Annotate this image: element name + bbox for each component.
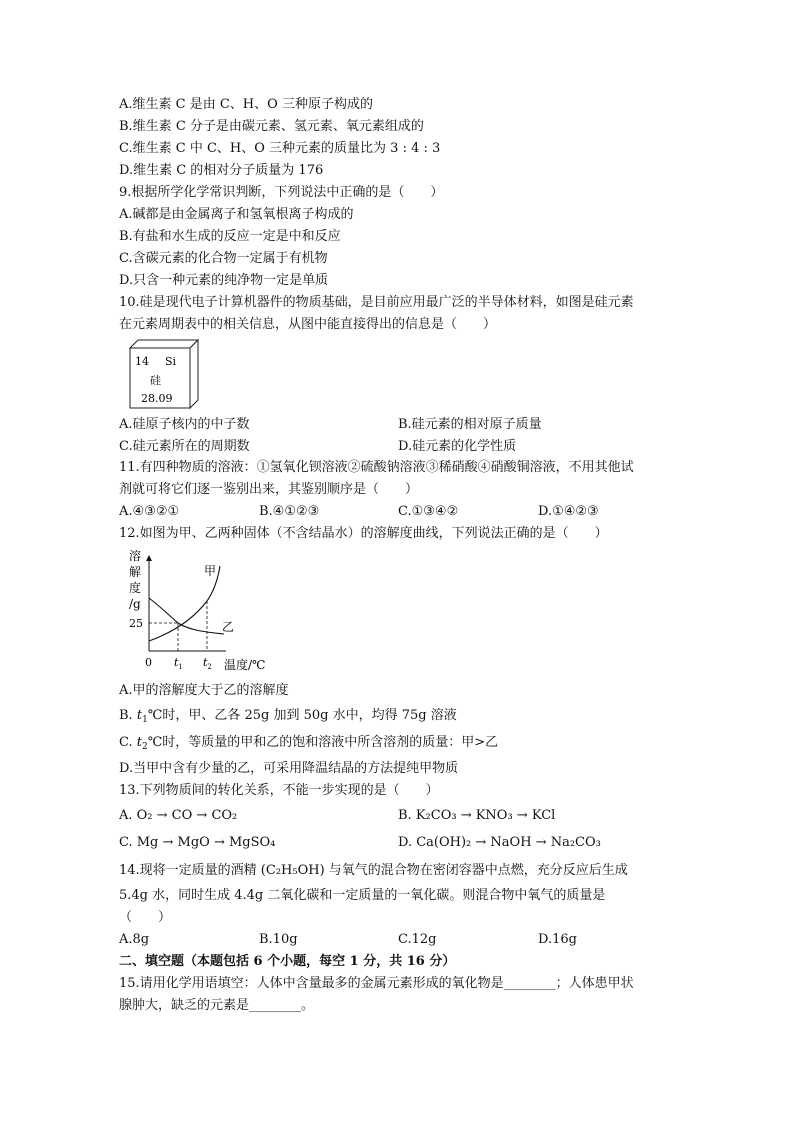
q13-stem: 13.下列物质间的转化关系，不能一步实现的是（ ） xyxy=(119,783,439,798)
q8-option-c: C.维生素 C 中 C、H、O 三种元素的质量比为 3 : 4 : 3 xyxy=(119,141,441,156)
q13-option-a: A. O₂ → CO → CO₂ xyxy=(119,808,238,823)
origin-label: 0 xyxy=(145,656,152,669)
y-axis-label-3: 度 xyxy=(129,581,142,595)
q14-stem-line1: 14.现将一定质量的酒精 (C₂H₅OH) 与氧气的混合物在密闭容器中点燃，充分反应后生成 xyxy=(119,863,628,878)
section-heading: 二、填空题（本题包括 6 个小题，每空 1 分，共 16 分） xyxy=(119,954,456,969)
q9-option-a: A.碱都是由金属离子和氢氧根离子构成的 xyxy=(119,207,354,222)
q11-option-b: B.④①②③ xyxy=(259,504,320,519)
q9-option-c: C.含碳元素的化合物一定属于有机物 xyxy=(119,251,328,266)
y-axis-label-4: /g xyxy=(129,597,141,611)
x-axis-label: 温度/℃ xyxy=(224,658,266,672)
q13-option-d: D. Ca(OH)₂ → NaOH → Na₂CO₃ xyxy=(398,835,601,850)
y-axis-label-1: 溶 xyxy=(129,549,142,563)
q12-option-b: B. $t_1℃$时，甲、乙各 25g 加到 50g 水中，均得 75g 溶液 xyxy=(119,708,457,725)
q8-option-d: D.维生素 C 的相对分子质量为 176 xyxy=(119,163,324,178)
q10-stem-line2: 在元素周期表中的相关信息，从图中能直接得出的信息是（ ） xyxy=(119,317,497,332)
q12-option-c: C. $t_2℃$时，等质量的甲和乙的饱和溶液中所含溶剂的质量：甲>乙 xyxy=(119,735,499,752)
y-tick-25: 25 xyxy=(129,617,143,630)
q11-option-d: D.①④②③ xyxy=(538,504,599,519)
t2-tick-label: $t_2$ xyxy=(203,656,212,671)
q14-option-b: B.10g xyxy=(259,932,298,947)
q11-stem-line1: 11.有四种物质的溶液：①氢氧化钡溶液②硫酸钠溶液③稀硝酸④硝酸铜溶液，不用其他试 xyxy=(119,460,634,475)
series-b-curve xyxy=(149,598,224,634)
silicon-element-cell xyxy=(126,338,202,410)
q8-option-b: B.维生素 C 分子是由碳元素、氢元素、氧元素组成的 xyxy=(119,119,424,134)
q12-option-a: A.甲的溶解度大于乙的溶解度 xyxy=(119,683,289,698)
q15-line1: 15.请用化学用语填空：人体中含量最多的金属元素形成的氧化物是________；人体患甲状 xyxy=(119,976,634,991)
q11-option-c: C.①③④② xyxy=(398,504,459,519)
solubility-curve-graph xyxy=(124,546,274,676)
atomic-number: 14 xyxy=(135,355,149,368)
q10-option-b: B.硅元素的相对原子质量 xyxy=(398,417,542,432)
series-b-label: 乙 xyxy=(222,620,235,634)
q12-option-d: D.当甲中含有少量的乙，可采用降温结晶的方法提纯甲物质 xyxy=(119,761,459,776)
q10-option-a: A.硅原子核内的中子数 xyxy=(119,417,250,432)
q8-option-a: A.维生素 C 是由 C、H、O 三种原子构成的 xyxy=(119,97,373,112)
element-name: 硅 xyxy=(150,374,161,387)
y-axis-label-2: 解 xyxy=(129,565,142,579)
q10-stem-line1: 10.硅是现代电子计算机器件的物质基础，是目前应用最广泛的半导体材料，如图是硅元素 xyxy=(119,295,634,310)
q15-line2: 腺肿大，缺乏的元素是________。 xyxy=(119,998,315,1013)
q9-option-d: D.只含一种元素的纯净物一定是单质 xyxy=(119,273,329,288)
q11-stem-line2: 剂就可将它们逐一鉴别出来，其鉴别顺序是（ ） xyxy=(119,482,419,497)
q14-option-d: D.16g xyxy=(538,932,577,947)
q11-option-a: A.④③②① xyxy=(119,504,180,519)
q14-stem-line2: 5.4g 水，同时生成 4.4g 二氧化碳和一定质量的一氧化碳。则混合物中氧气的质量是 xyxy=(119,888,606,903)
q9-stem: 9.根据所学化学常识判断，下列说法中正确的是（ ） xyxy=(119,185,444,200)
series-a-label: 甲 xyxy=(204,564,217,578)
q10-option-d: D.硅元素的化学性质 xyxy=(398,439,517,454)
q14-option-c: C.12g xyxy=(398,932,437,947)
q12-stem: 12.如图为甲、乙两种固体（不含结晶水）的溶解度曲线，下列说法正确的是（ ） xyxy=(119,526,608,541)
element-symbol: Si xyxy=(165,355,177,368)
q13-option-c: C. Mg → MgO → MgSO₄ xyxy=(119,835,276,850)
atomic-mass: 28.09 xyxy=(141,392,173,405)
q10-option-c: C.硅元素所在的周期数 xyxy=(119,439,250,454)
q14-stem-line3: （ ） xyxy=(119,910,172,925)
q13-option-b: B. K₂CO₃ → KNO₃ → KCl xyxy=(398,808,556,823)
q14-option-a: A.8g xyxy=(119,932,150,947)
q9-option-b: B.有盐和水生成的反应一定是中和反应 xyxy=(119,229,341,244)
t1-tick-label: $t_1$ xyxy=(174,656,183,671)
